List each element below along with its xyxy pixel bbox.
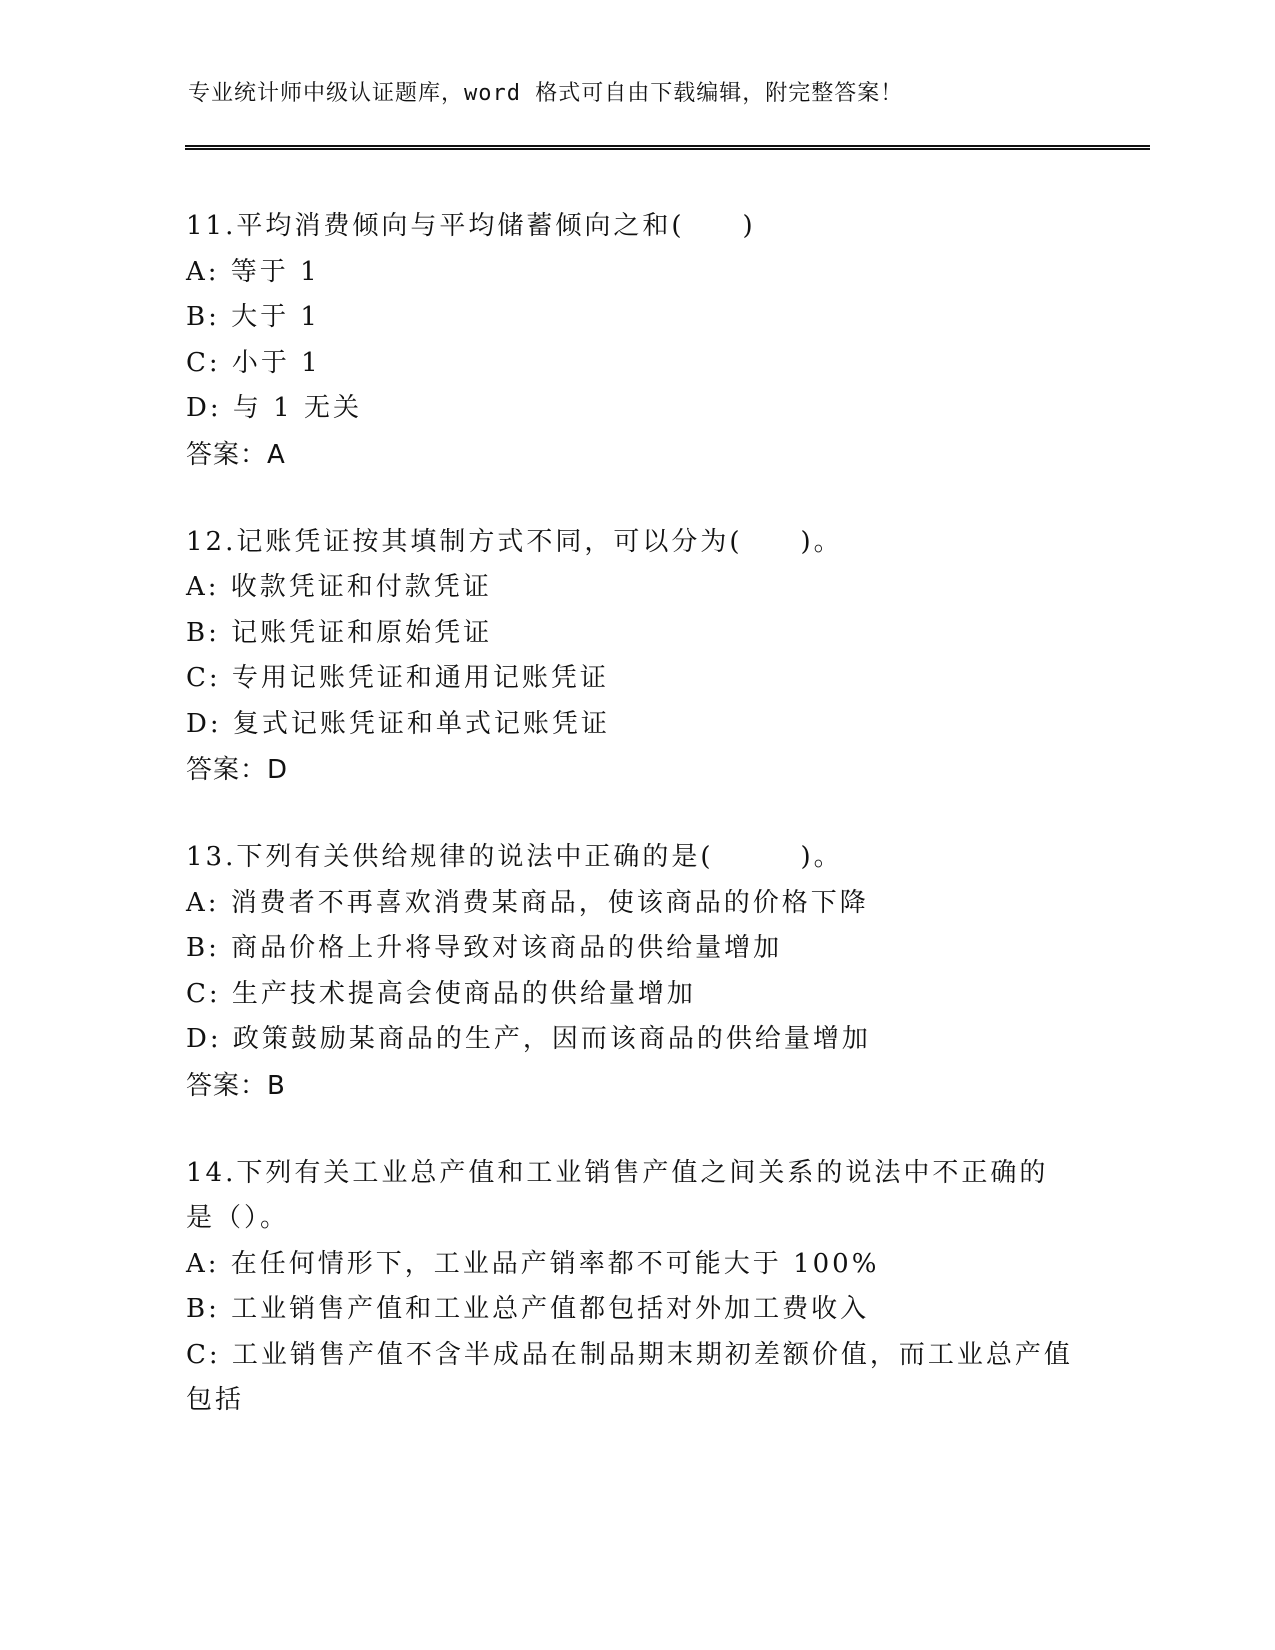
question-14 (186, 1151, 1086, 1424)
option-b: B: 记账凭证和原始凭证 (186, 617, 493, 648)
question-stem: 11.平均消费倾向与平均储蓄倾向之和( ) (186, 211, 756, 241)
option-c: C: 工业销售产值不含半成品在制品期末期初差额价值，而工业总产值包括 (186, 1339, 1073, 1415)
option-c: C: 生产技术提高会使商品的供给量增加 (186, 978, 696, 1009)
option-d: D: 与 1 无关 (186, 393, 362, 423)
option-c: C: 专用记账凭证和通用记账凭证 (186, 663, 609, 693)
option-b: B: 工业销售产值和工业总产值都包括对外加工费收入 (186, 1294, 870, 1324)
question-stem: 13.下列有关供给规律的说法中正确的是( )。 (186, 842, 843, 872)
answer-line: 答案：A (186, 439, 286, 470)
option-c: C: 小于 1 (186, 347, 321, 378)
option-a: A: 收款凭证和付款凭证 (186, 572, 492, 602)
header-divider (185, 145, 1150, 150)
question-13 (186, 835, 1086, 1109)
option-a: A: 消费者不再喜欢消费某商品，使该商品的价格下降 (186, 887, 869, 918)
answer-line: 答案：D (186, 755, 289, 785)
question-list (186, 204, 1086, 1466)
option-b: B: 商品价格上升将导致对该商品的供给量增加 (186, 933, 783, 963)
option-b: B: 大于 1 (186, 302, 320, 332)
question-stem: 14.下列有关工业总产值和工业销售产值之间关系的说法中不正确的是（）。 (186, 1157, 1049, 1233)
question-11 (186, 204, 1086, 478)
option-d: D: 复式记账凭证和单式记账凭证 (186, 708, 610, 739)
option-a: A: 在任何情形下，工业品产销率都不可能大于 100% (186, 1248, 880, 1279)
answer-line: 答案：B (186, 1070, 286, 1101)
question-stem: 12.记账凭证按其填制方式不同，可以分为( )。 (186, 526, 843, 557)
page-header: 专业统计师中级认证题库，word 格式可自由下载编辑，附完整答案！ (188, 81, 904, 106)
question-12 (186, 520, 1086, 794)
option-a: A: 等于 1 (186, 256, 320, 287)
option-d: D: 政策鼓励某商品的生产，因而该商品的供给量增加 (186, 1024, 871, 1054)
